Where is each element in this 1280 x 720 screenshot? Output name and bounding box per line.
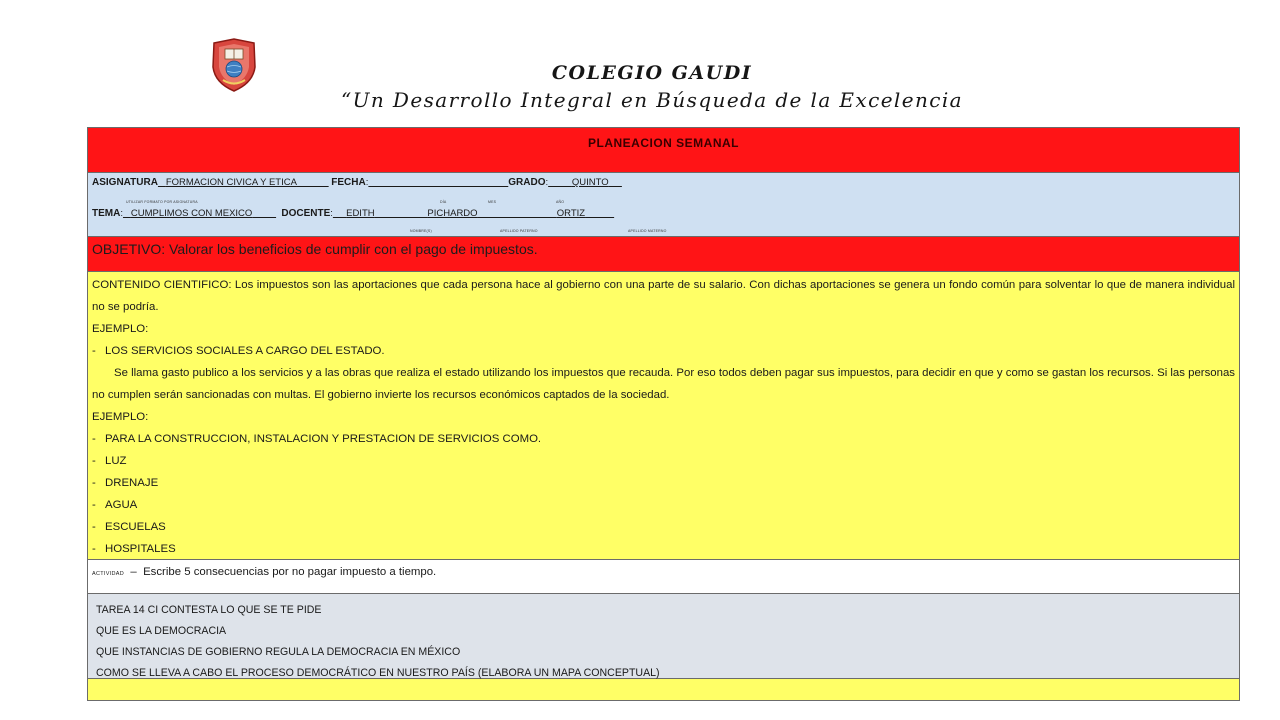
- list-item: - DRENAJE: [92, 477, 159, 489]
- subject-hint: UTILIZAR FORMATO POR ASIGNATURA: [126, 200, 198, 204]
- subject-value: FORMACION CIVICA Y ETICA: [165, 177, 297, 188]
- document-header: [0, 0, 1280, 127]
- blank-footer-row: [88, 679, 1239, 700]
- homework-line: QUE ES LA DEMOCRACIA: [96, 625, 227, 637]
- objective-row: [88, 237, 1239, 272]
- list-item: - LOS SERVICIOS SOCIALES A CARGO DEL ESTADO.: [92, 345, 385, 357]
- homework-section: [88, 594, 1239, 679]
- objective-text: OBJETIVO: Valorar los beneficios de cumplir con el pago de impuestos.: [92, 241, 538, 257]
- plan-title: [88, 128, 1239, 173]
- teacher-last-name-2: ORTIZ: [556, 208, 586, 219]
- example-label-1: EJEMPLO:: [92, 323, 149, 335]
- teacher-label: DOCENTE: [281, 208, 331, 219]
- list-item: - ESCUELAS: [92, 521, 166, 533]
- list-item: - PARA LA CONSTRUCCION, INSTALACION Y PRESTACION DE SERVICIOS COMO.: [92, 433, 542, 445]
- teacher-first-name: EDITH: [346, 208, 375, 219]
- teacher-value: [333, 208, 614, 219]
- grade-value: QUINTO: [571, 177, 609, 188]
- school-name: COLEGIO GAUDI: [551, 62, 753, 84]
- content-paragraph-2: Se llama gasto publico a los servicios y a las obras que realiza el estado utilizando los impuestos que recauda. Por eso todos deben pagar sus impuestos, para decidir en que y como se gastan los recursos. Si las personas no cumplen serán sancionadas con multas. El gobierno invierte los recursos económicos captados de la sociedad.: [92, 367, 1235, 401]
- names-hint: NOMBRE(S): [410, 229, 432, 233]
- topic-label: TEMA: [92, 208, 121, 219]
- subject-line: ASIGNATURA FORMACION CIVICA Y ETICA FECHA: GRADO: QUINTO: [92, 177, 622, 188]
- grade-label: GRADO: [508, 177, 546, 188]
- year-hint: AÑO: [556, 200, 565, 204]
- topic-line: TEMA: CUMPLIMOS CON MEXICO DOCENTE: EDITH PICHARDO ORTIZ: [92, 208, 614, 219]
- list-item: - AGUA: [92, 499, 138, 511]
- activity-text: Escribe 5 consecuencias por no pagar impuesto a tiempo.: [143, 566, 437, 578]
- day-hint: DÍA: [440, 200, 447, 204]
- subject-label: ASIGNATURA: [92, 177, 158, 188]
- last-name-1-hint: APELLIDO PATERNO: [500, 229, 538, 233]
- last-name-2-hint: APELLIDO MATERNO: [628, 229, 667, 233]
- content-intro: CONTENIDO CIENTIFICO: Los impuestos son las aportaciones que cada persona hace al gobierno con una parte de su salario. Con dichas aportaciones se genera un fondo común para solventar lo que de manera individual no se podría.: [92, 279, 1235, 313]
- weekly-plan-table: [87, 127, 1240, 701]
- date-value: [368, 177, 508, 188]
- month-hint: MES: [488, 200, 497, 204]
- example-label-2: EJEMPLO:: [92, 411, 149, 423]
- scientific-content: [88, 272, 1239, 560]
- teacher-last-name-1: PICHARDO: [427, 208, 478, 219]
- topic-value: CUMPLIMOS CON MEXICO: [130, 208, 253, 219]
- plan-info-section: [88, 173, 1239, 237]
- homework-line: COMO SE LLEVA A CABO EL PROCESO DEMOCRÁTICO EN NUESTRO PAÍS (ELABORA UN MAPA CONCEPTUAL): [96, 667, 660, 679]
- school-motto: “Un Desarrollo Integral en Búsqueda de la Excelencia: [341, 88, 963, 112]
- list-item: - HOSPITALES: [92, 543, 176, 555]
- homework-line: TAREA 14 CI CONTESTA LO QUE SE TE PIDE: [96, 604, 322, 616]
- activity-row: ACTIVIDAD – Escribe 5 consecuencias por no pagar impuesto a tiempo.: [88, 560, 1239, 594]
- list-item: - LUZ: [92, 455, 127, 467]
- date-label: FECHA: [331, 177, 366, 188]
- activity-label: ACTIVIDAD: [92, 571, 125, 577]
- homework-line: QUE INSTANCIAS DE GOBIERNO REGULA LA DEMOCRACIA EN MÉXICO: [96, 646, 461, 658]
- plan-title-text: PLANEACION SEMANAL: [587, 136, 739, 150]
